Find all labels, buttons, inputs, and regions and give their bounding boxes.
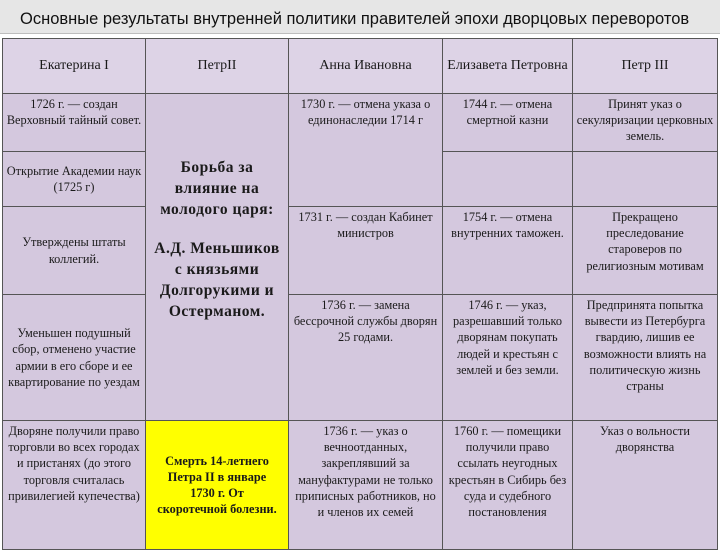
header-elizabeth: Елизавета Петровна (442, 38, 573, 94)
peter3-item-2: Прекращено преследование староверов по религиозным мотивам (572, 206, 718, 295)
elizabeth-item-3: 1746 г. — указ, разрешавший только дворянам покупать людей и крестьян с землей и без земли. (442, 294, 573, 421)
catherine-item-3: Утверждены штаты коллегий. (2, 206, 146, 295)
peter2-names: А.Д. Меньшиков с князьями Долгорукими и Остерманом. (154, 239, 280, 320)
anna-item-4: 1736 г. — указ о вечноотданных, закреплявший за мануфактурами не только приписных работников, но и членов их семей (288, 420, 443, 550)
anna-item-1: 1730 г. — отмена указа о единонаследии 1714 г (288, 93, 443, 207)
peter3-item-3: Предпринята попытка вывести из Петербурга гвардию, лишив ее возможности влиять на политическую жизнь страны (572, 294, 718, 421)
catherine-item-4: Уменьшен подушный сбор, отменено участие армии в его сборе и ее квартирование по уездам (2, 294, 146, 421)
elizabeth-item-2: 1754 г. — отмена внутренних таможен. (442, 206, 573, 295)
peter2-death: Смерть 14-летнего Петра II в январе 1730 г. От скоротечной болезни. (145, 420, 289, 550)
catherine-item-5: Дворяне получили право торговли во всех городах и пристанях (до этого торговля считалась привилегией купечества) (2, 420, 146, 550)
header-anna: Анна Ивановна (288, 38, 443, 94)
peter2-text (145, 93, 289, 421)
header-peter3: Петр III (572, 38, 718, 94)
anna-item-3: 1736 г. — замена бессрочной службы дворян 25 годами. (288, 294, 443, 421)
page-title: Основные результаты внутренней политики правителей эпохи дворцовых переворотов (0, 0, 720, 34)
peter2-struggle: Борьба за влияние на молодого царя: (160, 159, 274, 218)
peter3-empty-cell (572, 151, 718, 207)
header-catherine: Екатерина I (2, 38, 146, 94)
elizabeth-item-1: 1744 г. — отмена смертной казни (442, 93, 573, 152)
peter3-item-4: Указ о вольности дворянства (572, 420, 718, 550)
elizabeth-item-4: 1760 г. — помещики получили право ссылать неугодных крестьян в Сибирь без суда и судебного постановления (442, 420, 573, 550)
peter3-item-1: Принят указ о секуляризации церковных земель. (572, 93, 718, 152)
catherine-item-2: Открытие Академии наук (1725 г) (2, 151, 146, 207)
catherine-item-1: 1726 г. — создан Верховный тайный совет. (2, 93, 146, 152)
elizabeth-empty-cell (442, 151, 573, 207)
anna-item-2: 1731 г. — создан Кабинет министров (288, 206, 443, 295)
header-peter2: ПетрII (145, 38, 289, 94)
